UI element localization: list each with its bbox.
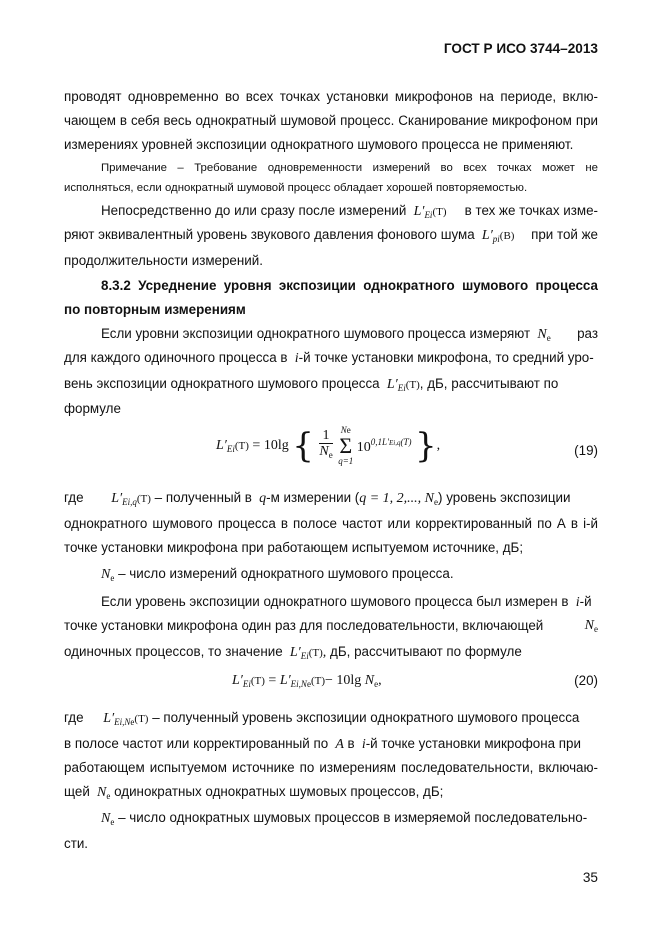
text: где — [64, 710, 84, 725]
text: – полученный в — [154, 490, 252, 505]
paragraph-line — [64, 376, 598, 396]
text: Непосредственно до или сразу после измерений — [101, 203, 407, 218]
paragraph-line — [64, 710, 598, 730]
equation-20: $L'_{Ei}(T) = L'_{Ei,Ne}(T)- 10\lg$ $N_e$, — [232, 673, 382, 689]
text: -м измерении ( — [266, 490, 360, 505]
text: – полученный уровень экспозиции однократного шумового процесса — [152, 710, 580, 725]
text: одинократных однократных шумовых процессов, дБ; — [114, 784, 444, 799]
paragraph-line — [101, 326, 598, 346]
formula-A: A — [331, 737, 348, 752]
paragraph-line — [101, 810, 598, 830]
text: одиночных процессов, то значение — [64, 644, 283, 659]
paragraph-line — [101, 594, 598, 611]
equation-number: (20) — [574, 673, 598, 688]
paragraph-line — [101, 566, 598, 586]
formula-i: i — [291, 351, 299, 366]
formula-LEi: $L'_{Ei}(T)$ — [410, 204, 447, 220]
paragraph-line: проводят одновременно во всех точках установки микрофонов на периоде, вклю- — [64, 89, 598, 104]
formula-Ne: $N_e$ — [101, 567, 115, 583]
text: точке установки микрофона один раз для последовательности, включающей — [64, 618, 544, 633]
text: вень экспозиции однократного шумового процесса — [64, 376, 380, 391]
paragraph-line — [64, 644, 598, 664]
paragraph-line: точке установки микрофона при работающем испытуемом источнике, дБ; — [64, 540, 524, 555]
note-line: исполняться, если однократный шумовой процесс обладает хорошей повторяемостью. — [64, 182, 528, 194]
paragraph-line: продолжительности измерений. — [64, 253, 263, 268]
text: щей — [64, 784, 90, 799]
text: в тех же точках изме- — [464, 203, 598, 218]
formula-LEi: $L'_{Ei}(T)$, — [286, 645, 327, 661]
equation-number: (19) — [574, 443, 598, 458]
text: Если уровни экспозиции однократного шумового процесса измеряют — [101, 326, 531, 341]
text: для каждого одиночного процесса в — [64, 350, 288, 365]
text: -й точке установки микрофона при — [365, 736, 581, 751]
formula-Ne: $N_e$ — [533, 327, 551, 343]
text: Если уровень экспозиции однократного шумового процесса был измерен в — [101, 594, 569, 609]
text: ) уровень экспозиции — [438, 490, 571, 505]
formula-Ne: $N_e$ — [584, 618, 598, 634]
text: – число измерений однократного шумового процесса. — [118, 566, 454, 581]
text: дБ, рассчитывают по формуле — [330, 644, 522, 659]
paragraph-line: формуле — [64, 401, 121, 416]
section-heading: 8.3.2 Усреднение уровня экспозиции однократного шумового процесса — [101, 278, 598, 293]
paragraph-line — [64, 736, 598, 753]
page-number: 35 — [582, 870, 598, 885]
formula-LEiNe: $L'_{Ei,Ne}(T)$ — [103, 711, 149, 727]
text: в — [347, 736, 355, 751]
equation-19: $L'_{Ei}(T) = 10\lg$ { $\frac{1}{N_e}$ Ne Σ q=1 $10^{0,1L'Ei,q(T)}$ }, — [216, 425, 441, 466]
text: где — [64, 490, 84, 505]
paragraph-line: измерениях уровней экспозиции однократного шумового процесса не применяют. — [64, 137, 574, 152]
paragraph-line — [64, 784, 598, 804]
formula-Ne: $N_e$ — [93, 785, 111, 801]
text: -й точке установки микрофона, то средний уро- — [298, 350, 594, 365]
text: раз — [577, 326, 598, 341]
paragraph-line: чающем в себя весь однократный шумовой процесс. Сканирование микрофоном при — [64, 113, 598, 128]
formula-LEi: $L'_{Ei}(T)$ — [383, 377, 420, 393]
formula-Lpi: $L'_{pi}(B)$ — [478, 228, 515, 244]
formula-LEiq: $L'_{Ei,q}(T)$ — [111, 491, 151, 507]
note-line: Примечание – Требование одновременности измерений во всех точках может не — [101, 162, 598, 174]
formula-q: q — [255, 491, 267, 506]
section-heading: по повторным измерениям — [64, 302, 246, 317]
formula-i: i — [572, 595, 580, 610]
text: ряют эквивалентный уровень звукового давления фонового шума — [64, 227, 475, 242]
paragraph-line — [101, 203, 598, 223]
paragraph-line: сти. — [64, 836, 89, 851]
text: , дБ, рассчитывают по — [419, 376, 559, 391]
paragraph-line — [64, 350, 598, 367]
paragraph-line: где $L'_{Ei,q}(T)$ – полученный в q-м измерении (q = 1, 2,..., $N_e$) уровень экспозиции — [64, 490, 571, 507]
paragraph-line — [64, 618, 598, 637]
formula-q-range: q = 1, 2,..., N — [359, 491, 435, 506]
text: -й — [579, 594, 592, 609]
document-header: ГОСТ Р ИСО 3744–2013 — [443, 41, 598, 56]
formula-i: i — [358, 737, 366, 752]
paragraph-line: работающем испытуемом источнике по измерениям последовательности, включаю- — [64, 760, 598, 775]
text: при той же — [531, 227, 598, 242]
formula-Ne: $N_e$ — [101, 811, 115, 827]
text: – число однократных шумовых процессов в измеряемой последовательно- — [118, 810, 588, 825]
text: в полосе частот или корректированный по — [64, 736, 329, 751]
paragraph-line — [64, 227, 598, 247]
paragraph-line: однократного шумового процесса в полосе частот или корректированный по А в i-й — [64, 516, 598, 531]
